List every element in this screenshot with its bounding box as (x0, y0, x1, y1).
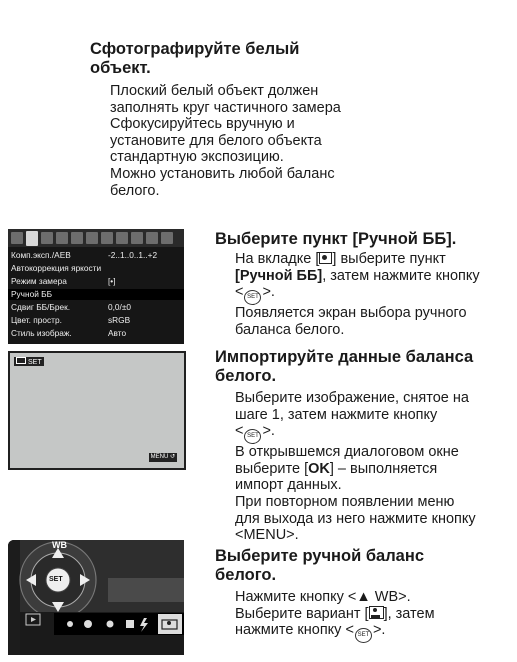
text: , затем нажмите кнопку (322, 267, 480, 284)
text: < (235, 284, 244, 301)
step3-body (235, 390, 515, 544)
menu-tab-icon (86, 232, 98, 244)
text: ] выберите пункт (332, 251, 446, 267)
menu-row-label: Стиль изображ. (11, 328, 72, 338)
text: < (235, 423, 244, 440)
step2-line (235, 251, 515, 268)
menu-row-value: sRGB (108, 315, 131, 325)
step3-line: В открывшемся диалоговом окне (235, 444, 459, 461)
step4-line: Нажмите кнопку <▲ WB>. (235, 589, 411, 605)
menu-row-value: Авто (108, 328, 127, 338)
step1-line: Плоский белый объект должен (110, 83, 319, 99)
menu-row (8, 302, 184, 313)
camera-menu-screen (8, 229, 184, 344)
menu-tab-active-icon (26, 231, 38, 246)
menu-row-label: Ручной ББ (11, 289, 53, 299)
text: Выберите вариант [ (235, 605, 369, 622)
step3-block (215, 348, 515, 544)
step3-title (215, 348, 515, 386)
step3-line (235, 461, 515, 478)
text: нажмите кнопку < (235, 622, 354, 639)
step1-block (90, 40, 390, 199)
text: ], затем (383, 605, 435, 622)
set-button-icon: SET (244, 290, 261, 305)
menu-row (8, 250, 184, 261)
manual-wb-icon (16, 357, 26, 364)
menu-tab-bar (8, 229, 184, 247)
badge-text: SET (28, 359, 42, 366)
step3-line: шаге 1, затем нажмите кнопку (235, 406, 438, 423)
step2-line (235, 284, 515, 305)
step1-title-line2: объект. (90, 59, 151, 77)
menu-row-value: 0,0/±0 (108, 302, 132, 312)
menu-row-label: Режим замера (11, 276, 67, 286)
text: выберите [ (235, 460, 309, 477)
menu-tab-icon (146, 232, 158, 244)
step4-block (215, 547, 515, 643)
step1-line: установите для белого объекта (110, 132, 322, 149)
step2-block (215, 230, 515, 338)
menu-tab-icon (131, 232, 143, 244)
step3-title-line1: Импортируйте данные баланса (215, 348, 474, 366)
menu-tab-icon (11, 232, 23, 244)
step1-line: заполнять круг частичного замера (110, 99, 341, 116)
menu-row (8, 328, 184, 339)
step2-title: Выберите пункт [Ручной ББ]. (215, 230, 457, 248)
step4-title (215, 547, 515, 585)
menu-tab-icon (41, 232, 53, 244)
menu-row-value: [•] (108, 276, 116, 286)
camera-dial-graphic (8, 540, 184, 655)
text: >. (262, 284, 275, 301)
menu-item-name: [Ручной ББ] (235, 267, 323, 284)
text: >. (372, 622, 386, 639)
step2-line (235, 268, 515, 285)
menu-tab-icon (56, 232, 68, 244)
step3-line (235, 423, 515, 444)
menu-row (8, 276, 184, 287)
text: >. (262, 423, 275, 440)
manual-wb-icon (369, 606, 384, 619)
step1-line: Сфокусируйтесь вручную и (110, 116, 295, 133)
step3-line: для выхода из него нажмите кнопку (235, 510, 476, 527)
menu-row-value: -2..1..0..1..+2 (108, 250, 158, 260)
menu-tab-icon (161, 232, 173, 244)
step4-line (235, 622, 515, 643)
step4-title-line2: белого. (215, 566, 277, 584)
menu-row-label: Сдвиг ББ/Брек. (11, 302, 71, 312)
set-button-icon: SET (355, 628, 372, 643)
ok-label: OK (308, 460, 330, 477)
menu-row (8, 263, 184, 274)
wb-dial-label: WB (52, 540, 67, 550)
step4-line (235, 606, 515, 623)
menu-tab-icon (71, 232, 83, 244)
step2-line: Появляется экран выбора ручного (235, 305, 467, 322)
menu-row-label: Автокоррекция яркости (11, 263, 102, 273)
manual-wb-screen (8, 351, 186, 470)
step1-line: стандартную экспозицию. (110, 149, 284, 166)
step1-title-line1: Сфотографируйте белый (90, 40, 300, 58)
step3-line: Выберите изображение, снятое на (235, 390, 469, 406)
camera-back-illustration (8, 540, 184, 655)
set-button-icon: SET (244, 429, 261, 444)
wb-set-badge (14, 357, 44, 366)
step3-line: <MENU>. (235, 527, 299, 544)
step2-body (235, 251, 515, 338)
step1-title (90, 40, 390, 78)
step4-title-line1: Выберите ручной баланс (215, 547, 424, 565)
step1-body (110, 83, 390, 199)
menu-row-label: Цвет. простр. (11, 315, 62, 325)
text: На вкладке [ (235, 251, 320, 267)
step3-title-line2: белого. (215, 367, 277, 385)
menu-return-badge: MENU ↺ (150, 454, 175, 460)
set-dial-label: SET (49, 576, 63, 583)
step1-line: белого. (110, 182, 160, 199)
step1-line: Можно установить любой баланс (110, 165, 335, 182)
menu-row (8, 315, 184, 326)
step2-line: баланса белого. (235, 321, 345, 338)
step3-line: импорт данных. (235, 477, 342, 494)
menu-tab-icon (116, 232, 128, 244)
menu-row-selected (8, 289, 184, 300)
step4-body (235, 589, 515, 643)
menu-row-label: Комп.эксп./AEB (11, 250, 71, 260)
step3-line: При повторном появлении меню (235, 493, 455, 510)
shooting-tab-icon (319, 252, 332, 264)
menu-tab-icon (101, 232, 113, 244)
text: ] – выполняется (329, 460, 438, 477)
